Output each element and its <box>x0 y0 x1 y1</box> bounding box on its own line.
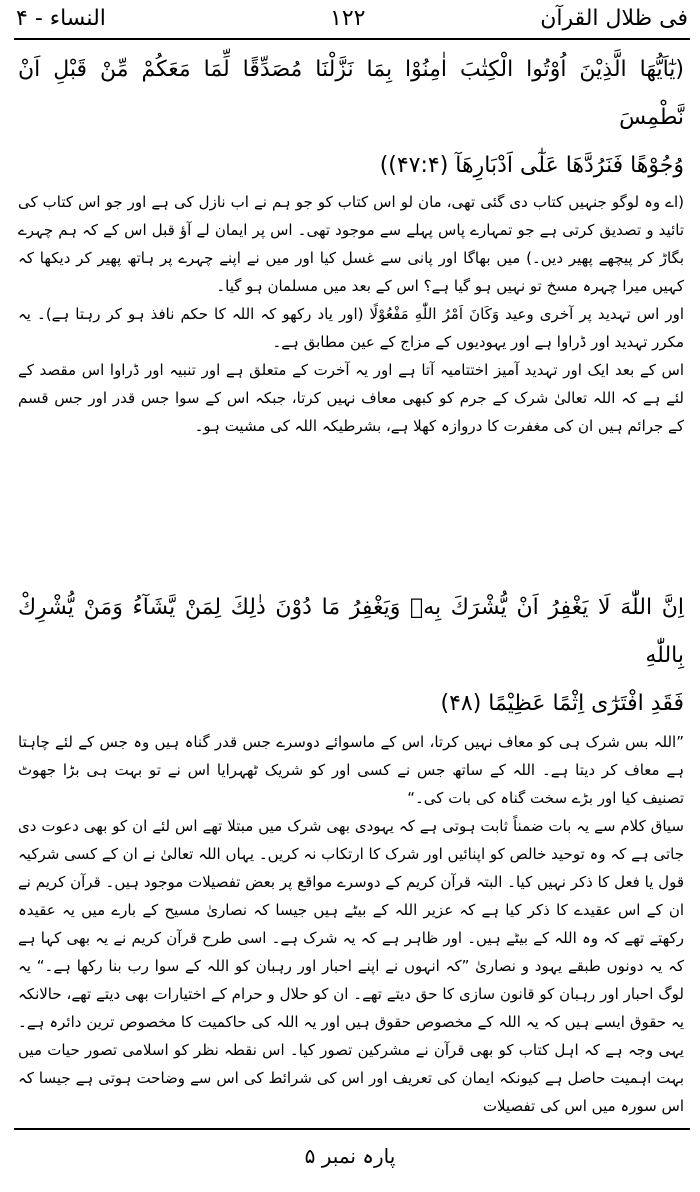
page-number: ۱۲۲ <box>330 6 366 31</box>
commentary-block-1 <box>18 188 684 440</box>
quran-verse-48 <box>18 584 684 728</box>
quran-verse-48-line-2: فَقَدِ افْتَرٰٓى اِثْمًا عَظِیْمًا (۴۸) <box>440 691 684 716</box>
juz-label: پارہ نمبر ۵ <box>304 1144 396 1168</box>
commentary-paragraph: (اے وہ لوگو جنہیں کتاب دی گئی تھی، مان لو اس کتاب کو جو ہم نے اب نازل کی ہے اور جو اس کتاب کی تائید و تصدیق کرتی ہے جو تمہارے پاس پہلے سے موجود تھی۔ اس پر ایمان لے آؤ قبل اس کے کہ ہم چہرے بگاڑ کر پیچھے پھیر دیں۔) میں بھاگا اور پانی سے غسل کیا اور میں نے اپنے چہرے پر ہاتھ پھیر کر دیکھا کہ کہیں میرا چہرہ مسخ تو نہیں ہو گیا ہے؟ اس کے بعد میں مسلمان ہو گیا۔ <box>18 193 684 295</box>
quran-verse-47-line-2: وُجُوْهًا فَنَرُدَّهَا عَلٰٓى اَدْبَارِهَآ (۴۷:۴)) <box>379 153 684 178</box>
commentary-paragraph: ”اللہ بس شرک ہی کو معاف نہیں کرتا، اس کے ماسوائے دوسرے جس قدر گناہ ہیں وہ جس کے لئے چاہتا ہے معاف کر دیتا ہے۔ اللہ کے ساتھ جس نے کسی اور کو شریک ٹھہرایا اس نے تو بہت ہی بڑا جھوٹ تصنیف کیا اور بڑے سخت گناہ کی بات کی۔“ <box>18 733 684 807</box>
footer-rule <box>14 1128 690 1130</box>
header-rule <box>14 38 690 40</box>
commentary-block-2 <box>18 728 684 1120</box>
commentary-paragraph: اور اس تہدید پر آخری وعید وَكَانَ اَمْرُ اللّٰهِ مَفْعُوْلًا (اور یاد رکھو کہ اللہ کا حکم نافذ ہو کر رہتا ہے)۔ یہ مکرر تہدید اور ڈراوا ہے اور یہودیوں کے مزاج کے عین مطابق ہے۔ <box>18 305 684 351</box>
quran-verse-47 <box>18 46 684 190</box>
surah-reference: النساء - ۴ <box>16 6 106 31</box>
commentary-paragraph: اس کے بعد ایک اور تہدید آمیز اختتامیہ آتا ہے اور یہ آخرت کے متعلق ہے اور تنبیہ اور ڈراوا اس مقصد کے لئے ہے کہ اللہ تعالیٰ شرک کے جرم کو کبھی معاف نہیں کرتا، جبکہ اس کے سوا جس قدر اور جس قسم کے جرائم ہیں ان کی مغفرت کا دروازہ کھلا ہے، بشرطیکہ اللہ کی مشیت ہو۔ <box>18 361 684 435</box>
commentary-paragraph: سیاق کلام سے یہ بات ضمناً ثابت ہوتی ہے کہ یہودی بھی شرک میں مبتلا تھے اس لئے ان کو بھی دعوت دی جاتی ہے کہ وہ توحید خالص کو اپنائیں اور شرک کا ارتکاب نہ کریں۔ یہاں اللہ تعالیٰ نے ان کے کسی شرکیہ قول یا فعل کا ذکر نہیں کیا۔ البتہ قرآن کریم کے دوسرے مواقع پر بعض تفصیلات موجود ہیں۔ قرآن کریم نے ان کے اس عقیدے کا ذکر کیا ہے کہ عزیر اللہ کے بیٹے ہیں جیسا کہ نصاریٰ مسیح کے بارے میں یہ عقیدہ رکھتے تھے کہ وہ اللہ کے بیٹے ہیں۔ اور ظاہر ہے کہ یہ شرک ہے۔ اسی طرح قرآن کریم نے یہ بھی کہا ہے کہ یہ دونوں طبقے یہود و نصاریٰ ”کہ انہوں نے اپنے احبار اور رہبان کو اللہ کے سوا رب بنا رکھا ہے۔“ یہ لوگ احبار اور رہبان کو قانون سازی کا حق دیتے تھے۔ ان کو حلال و حرام کے اختیارات بھی دیتے تھے، حالانکہ یہ حقوق ایسے ہیں کہ یہ اللہ کے مخصوص حقوق ہیں اور یہ اللہ کی حاکمیت کا مخصوص ترین دائرہ ہے۔ یہی وجہ ہے کہ اہل کتاب کو بھی قرآن نے مشرکین تصور کیا۔ اس نقطہ نظر کو اسلامی تصور حیات میں بہت اہمیت حاصل ہے کیونکہ ایمان کی تعریف اور اس کی شرائط کی اس سے وضاحت ہوتی ہے جیسا کہ اس سورہ میں اس کی تفصیلات <box>18 817 684 1115</box>
running-title: فی ظلال القرآن <box>540 6 688 31</box>
quran-verse-48-line-1: اِنَّ اللّٰهَ لَا یَغْفِرُ اَنْ یُّشْرَكَ بِهٖ وَیَغْفِرُ مَا دُوْنَ ذٰلِكَ لِمَنْ یَّشَآءُ وَمَنْ یُّشْرِكْ بِاللّٰهِ <box>18 595 684 668</box>
quran-verse-47-line-1: (یٰٓاَیُّهَا الَّذِیْنَ اُوْتُوا الْكِتٰبَ اٰمِنُوْا بِمَا نَزَّلْنَا مُصَدِّقًا لِّمَا مَعَكُمْ مِّنْ قَبْلِ اَنْ نَّطْمِسَ <box>18 57 684 130</box>
